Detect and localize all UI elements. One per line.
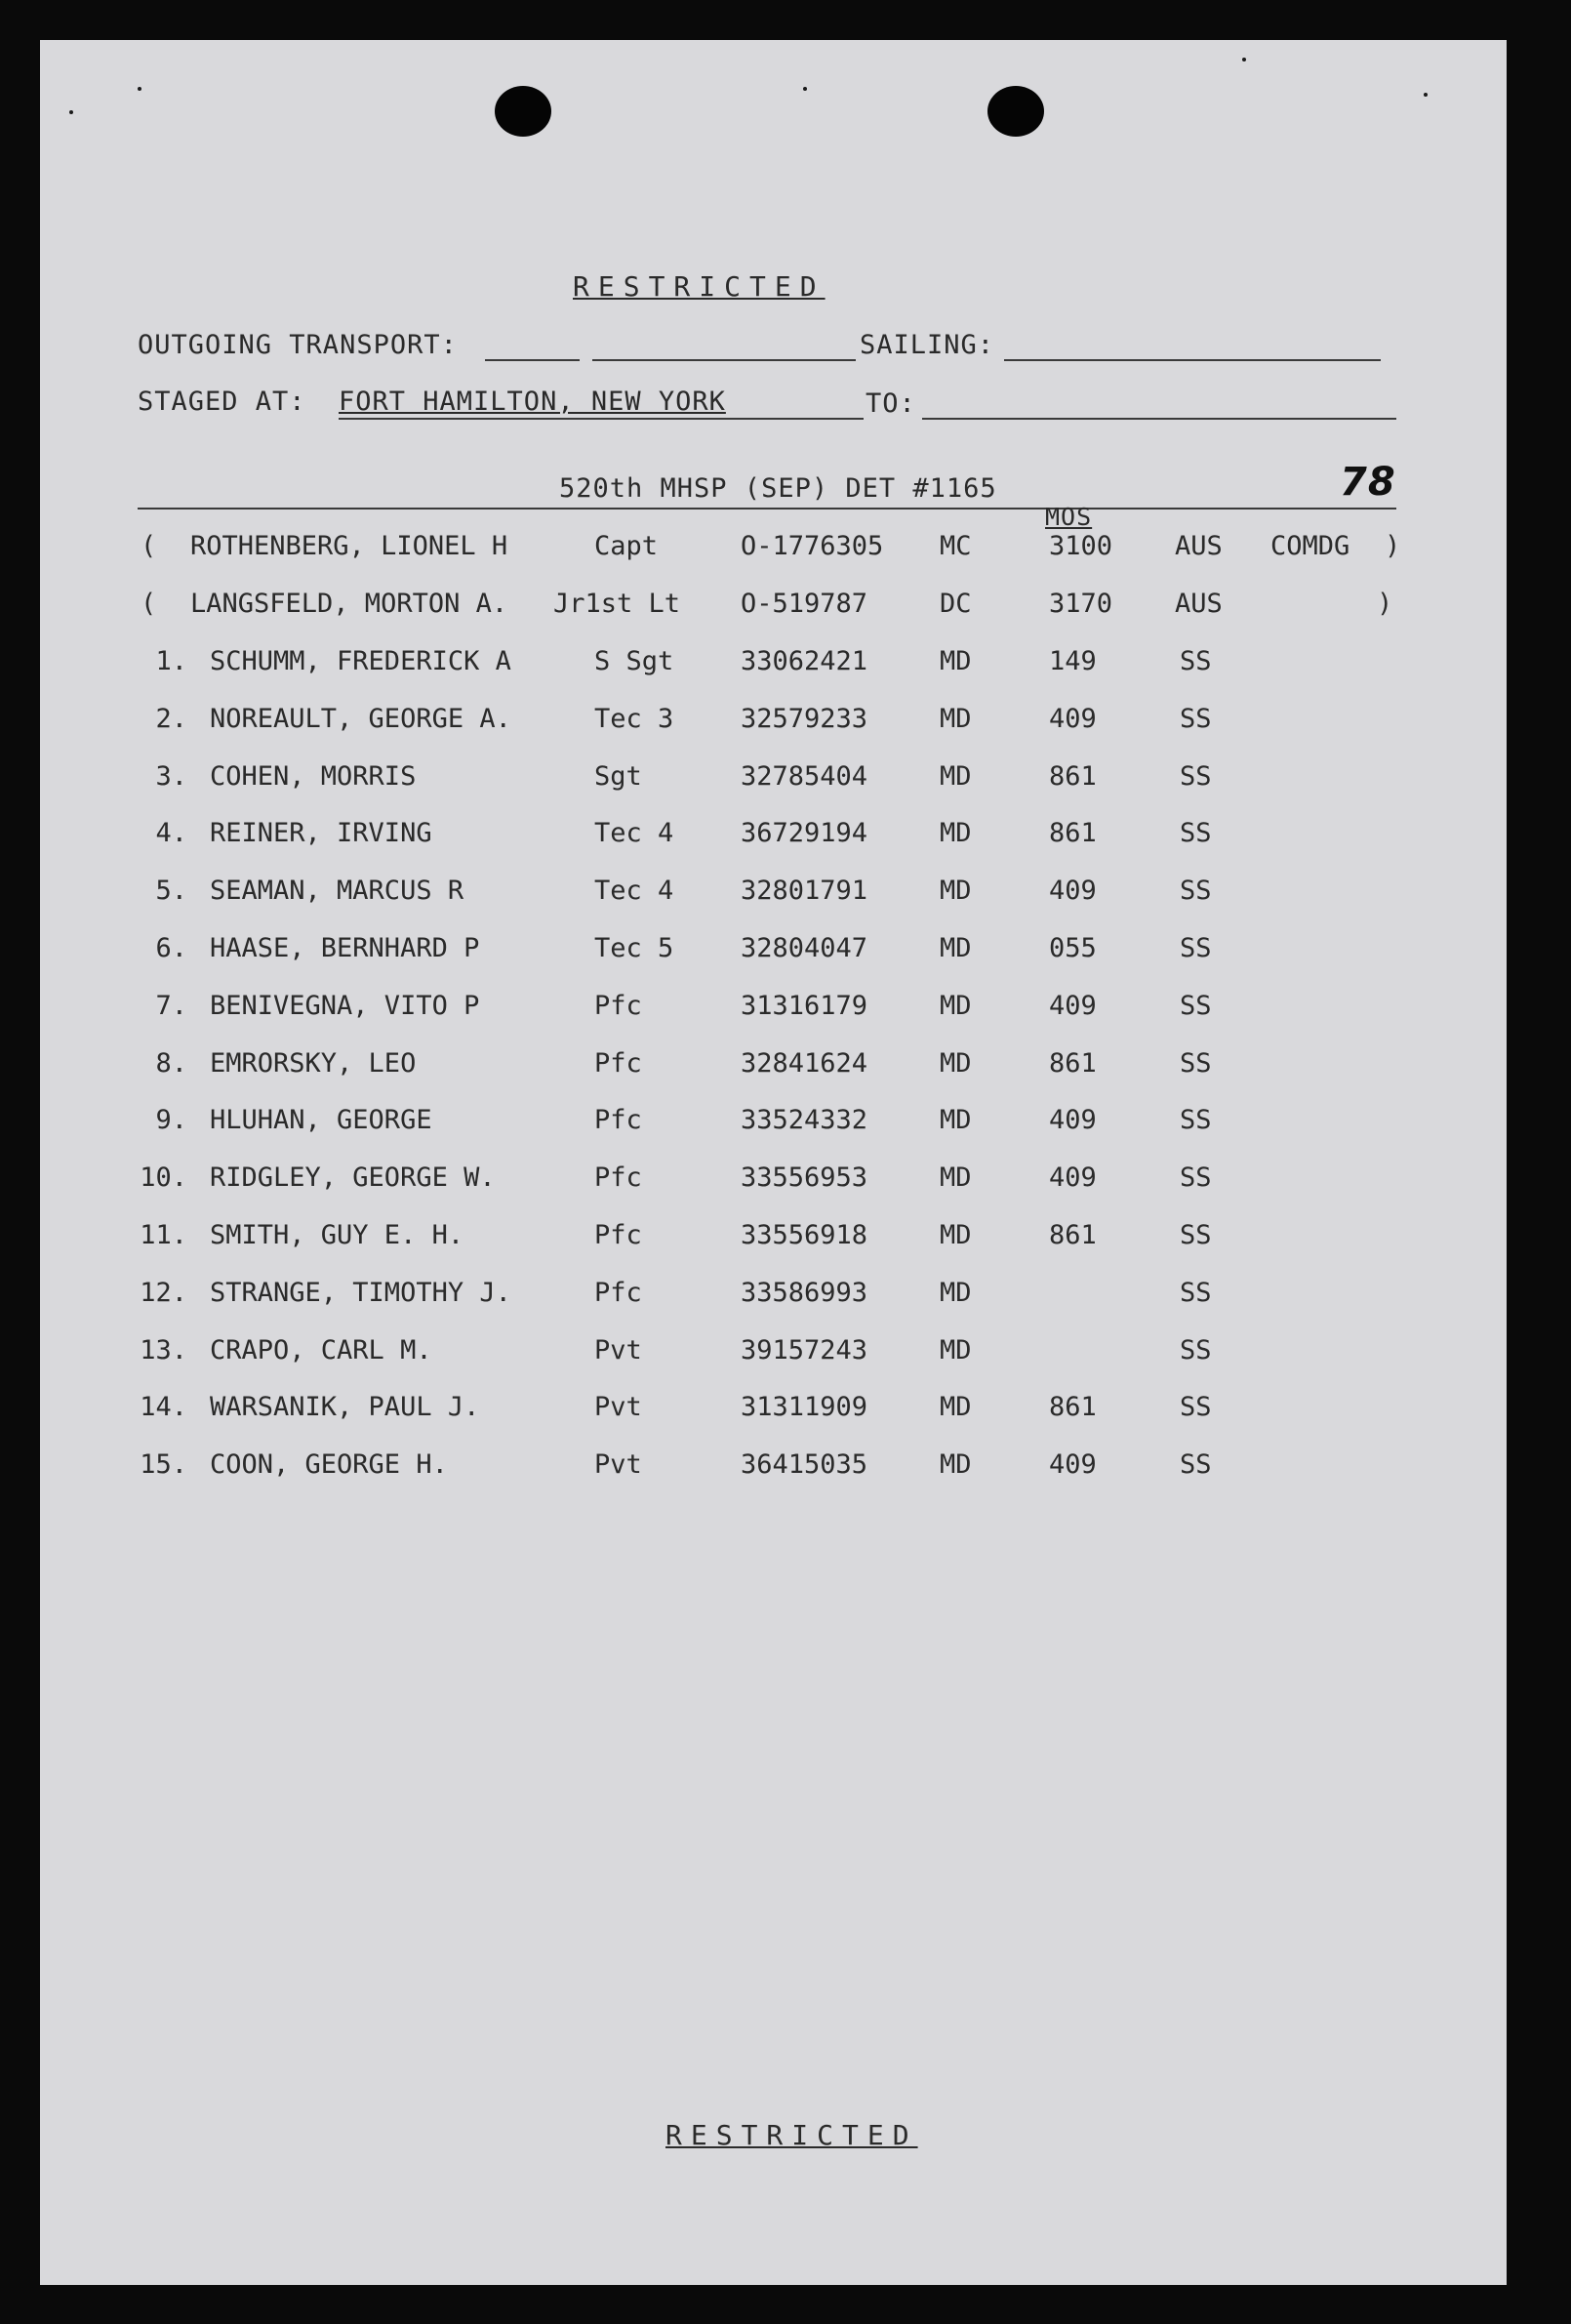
- table-row: [40, 1392, 1507, 1431]
- soldier-mos: 861: [1049, 1048, 1097, 1079]
- soldier-rank: Tec 5: [594, 933, 674, 963]
- soldier-branch: MD: [940, 704, 972, 734]
- officer-serial: O-1776305: [741, 531, 884, 561]
- officer-rank: Capt: [594, 531, 659, 561]
- officer-name: ROTHENBERG, LIONEL H: [190, 531, 508, 561]
- officer-component: AUS: [1175, 589, 1223, 619]
- soldier-rank: Pvt: [594, 1449, 642, 1480]
- row-number: 11.: [140, 1220, 187, 1250]
- staged-at-blank: [339, 418, 864, 420]
- officer-name: LANGSFELD, MORTON A.: [190, 589, 508, 619]
- soldier-serial: 31311909: [741, 1392, 868, 1422]
- officer-close-paren: ): [1385, 531, 1401, 561]
- table-row: [40, 1449, 1507, 1488]
- speck: [803, 87, 807, 91]
- to-label: TO:: [866, 388, 916, 419]
- soldier-serial: 31316179: [741, 991, 868, 1021]
- to-blank: [922, 418, 1396, 420]
- row-number: 9.: [155, 1105, 187, 1135]
- soldier-name: EMRORSKY, LEO: [210, 1048, 417, 1079]
- row-number: 12.: [140, 1278, 187, 1308]
- soldier-serial: 33062421: [741, 646, 868, 676]
- soldier-component: SS: [1180, 1048, 1212, 1079]
- table-row: [40, 1162, 1507, 1202]
- staged-at-value: FORT HAMILTON, NEW YORK: [339, 387, 726, 417]
- row-number: 1.: [155, 646, 187, 676]
- soldier-branch: MD: [940, 818, 972, 848]
- row-number: 14.: [140, 1392, 187, 1422]
- soldier-rank: Pfc: [594, 1162, 642, 1193]
- soldier-mos: 409: [1049, 991, 1097, 1021]
- table-row: [40, 1335, 1507, 1374]
- soldier-component: SS: [1180, 761, 1212, 792]
- soldier-serial: 36415035: [741, 1449, 868, 1480]
- officer-close-paren: ): [1377, 589, 1393, 619]
- title-rule: [138, 508, 1396, 510]
- soldier-branch: MD: [940, 933, 972, 963]
- soldier-mos: 055: [1049, 933, 1097, 963]
- soldier-name: SMITH, GUY E. H.: [210, 1220, 464, 1250]
- table-row: [40, 1220, 1507, 1259]
- soldier-mos: 409: [1049, 704, 1097, 734]
- soldier-mos: 409: [1049, 1105, 1097, 1135]
- speck: [69, 110, 73, 114]
- restricted-header: RESTRICTED: [573, 270, 826, 303]
- soldier-component: SS: [1180, 818, 1212, 848]
- table-row: [40, 1048, 1507, 1087]
- soldier-rank: Sgt: [594, 761, 642, 792]
- soldier-branch: MD: [940, 1392, 972, 1422]
- speck: [1242, 58, 1246, 61]
- row-number: 13.: [140, 1335, 187, 1366]
- unit-title: 520th MHSP (SEP) DET #1165: [559, 473, 997, 504]
- officer-component: AUS: [1175, 531, 1223, 561]
- table-row: [40, 704, 1507, 743]
- soldier-name: SCHUMM, FREDERICK A: [210, 646, 511, 676]
- officer-row: [40, 589, 1507, 628]
- soldier-serial: 33524332: [741, 1105, 868, 1135]
- soldier-mos: 861: [1049, 1220, 1097, 1250]
- soldier-rank: Pfc: [594, 1105, 642, 1135]
- soldier-rank: Pvt: [594, 1392, 642, 1422]
- soldier-branch: MD: [940, 1162, 972, 1193]
- soldier-branch: MD: [940, 991, 972, 1021]
- document-page: [40, 40, 1507, 2285]
- table-row: [40, 761, 1507, 800]
- soldier-name: RIDGLEY, GEORGE W.: [210, 1162, 496, 1193]
- officer-branch: DC: [940, 589, 972, 619]
- soldier-name: HLUHAN, GEORGE: [210, 1105, 432, 1135]
- soldier-serial: 33556918: [741, 1220, 868, 1250]
- soldier-mos: 149: [1049, 646, 1097, 676]
- soldier-component: SS: [1180, 704, 1212, 734]
- soldier-branch: MD: [940, 1048, 972, 1079]
- soldier-branch: MD: [940, 1220, 972, 1250]
- officer-serial: O-519787: [741, 589, 868, 619]
- soldier-rank: Tec 3: [594, 704, 674, 734]
- table-row: [40, 933, 1507, 972]
- soldier-component: SS: [1180, 1335, 1212, 1366]
- table-row: [40, 1105, 1507, 1144]
- officer-branch: MC: [940, 531, 972, 561]
- soldier-name: COON, GEORGE H.: [210, 1449, 448, 1480]
- soldier-mos: 861: [1049, 818, 1097, 848]
- soldier-name: REINER, IRVING: [210, 818, 432, 848]
- speck: [1424, 93, 1428, 97]
- officer-remark: COMDG: [1270, 531, 1350, 561]
- soldier-rank: Pfc: [594, 991, 642, 1021]
- soldier-mos: 409: [1049, 876, 1097, 906]
- row-number: 10.: [140, 1162, 187, 1193]
- soldier-serial: 32801791: [741, 876, 868, 906]
- soldier-component: SS: [1180, 646, 1212, 676]
- soldier-serial: 36729194: [741, 818, 868, 848]
- soldier-serial: 32785404: [741, 761, 868, 792]
- soldier-branch: MD: [940, 1278, 972, 1308]
- soldier-rank: Tec 4: [594, 876, 674, 906]
- soldier-name: SEAMAN, MARCUS R: [210, 876, 464, 906]
- page-number: 78: [1340, 460, 1396, 505]
- table-row: [40, 1278, 1507, 1317]
- row-number: 5.: [155, 876, 187, 906]
- officer-open-paren: (: [141, 531, 157, 561]
- officer-mos: 3100: [1049, 531, 1113, 561]
- speck: [138, 87, 141, 91]
- soldier-rank: Pvt: [594, 1335, 642, 1366]
- soldier-branch: MD: [940, 876, 972, 906]
- row-number: 15.: [140, 1449, 187, 1480]
- row-number: 7.: [155, 991, 187, 1021]
- punch-hole-left: [495, 86, 551, 137]
- soldier-branch: MD: [940, 646, 972, 676]
- table-row: [40, 646, 1507, 685]
- soldier-component: SS: [1180, 1392, 1212, 1422]
- soldier-branch: MD: [940, 761, 972, 792]
- sailing-blank: [1004, 359, 1381, 361]
- soldier-serial: 33586993: [741, 1278, 868, 1308]
- punch-hole-right: [987, 86, 1044, 137]
- row-number: 8.: [155, 1048, 187, 1079]
- officer-open-paren: (: [141, 589, 157, 619]
- staged-at-label: STAGED AT:: [138, 387, 306, 417]
- soldier-name: CRAPO, CARL M.: [210, 1335, 432, 1366]
- soldier-mos: 861: [1049, 761, 1097, 792]
- outgoing-transport-blank-1: [485, 359, 580, 361]
- soldier-serial: 39157243: [741, 1335, 868, 1366]
- sailing-label: SAILING:: [860, 330, 995, 360]
- soldier-serial: 32579233: [741, 704, 868, 734]
- soldier-serial: 33556953: [741, 1162, 868, 1193]
- soldier-serial: 32804047: [741, 933, 868, 963]
- soldier-rank: S Sgt: [594, 646, 674, 676]
- soldier-branch: MD: [940, 1449, 972, 1480]
- soldier-name: BENIVEGNA, VITO P: [210, 991, 480, 1021]
- outgoing-transport-label: OUTGOING TRANSPORT:: [138, 330, 458, 360]
- soldier-mos: 861: [1049, 1392, 1097, 1422]
- soldier-component: SS: [1180, 1162, 1212, 1193]
- soldier-rank: Pfc: [594, 1220, 642, 1250]
- officer-rank: Jr1st Lt: [553, 589, 681, 619]
- mos-header: MOS: [1045, 503, 1093, 531]
- soldier-component: SS: [1180, 876, 1212, 906]
- soldier-name: WARSANIK, PAUL J.: [210, 1392, 480, 1422]
- soldier-name: HAASE, BERNHARD P: [210, 933, 480, 963]
- soldier-mos: 409: [1049, 1162, 1097, 1193]
- soldier-branch: MD: [940, 1105, 972, 1135]
- soldier-component: SS: [1180, 1449, 1212, 1480]
- soldier-name: NOREAULT, GEORGE A.: [210, 704, 511, 734]
- row-number: 6.: [155, 933, 187, 963]
- row-number: 3.: [155, 761, 187, 792]
- soldier-component: SS: [1180, 933, 1212, 963]
- soldier-name: COHEN, MORRIS: [210, 761, 417, 792]
- soldier-component: SS: [1180, 991, 1212, 1021]
- soldier-component: SS: [1180, 1220, 1212, 1250]
- row-number: 2.: [155, 704, 187, 734]
- table-row: [40, 818, 1507, 857]
- soldier-rank: Pfc: [594, 1048, 642, 1079]
- outgoing-transport-blank-2: [592, 359, 856, 361]
- restricted-footer: RESTRICTED: [665, 2119, 918, 2151]
- soldier-component: SS: [1180, 1105, 1212, 1135]
- row-number: 4.: [155, 818, 187, 848]
- soldier-branch: MD: [940, 1335, 972, 1366]
- soldier-serial: 32841624: [741, 1048, 868, 1079]
- soldier-mos: 409: [1049, 1449, 1097, 1480]
- soldier-rank: Pfc: [594, 1278, 642, 1308]
- table-row: [40, 876, 1507, 915]
- soldier-component: SS: [1180, 1278, 1212, 1308]
- table-row: [40, 991, 1507, 1030]
- soldier-name: STRANGE, TIMOTHY J.: [210, 1278, 511, 1308]
- soldier-rank: Tec 4: [594, 818, 674, 848]
- officer-mos: 3170: [1049, 589, 1113, 619]
- officer-row: [40, 531, 1507, 570]
